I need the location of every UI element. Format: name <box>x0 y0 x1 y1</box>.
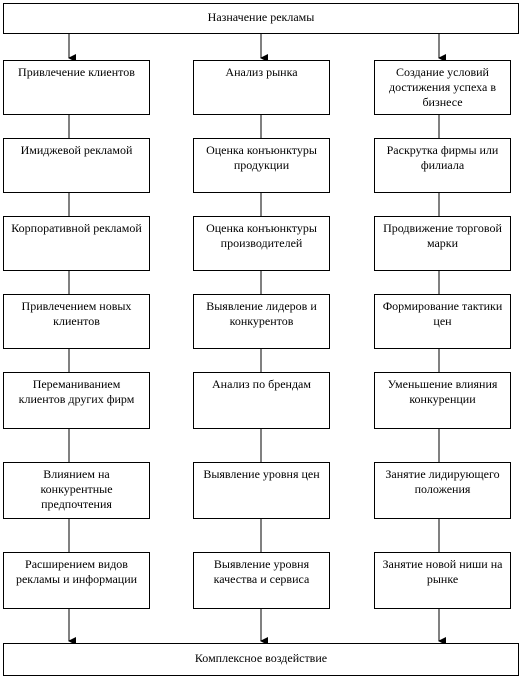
col1-header: Привлечение клиентов <box>3 60 150 115</box>
col2-item-1: Оценка конъюнктуры продукции <box>193 138 330 193</box>
col1-item-3: Привлечением новых клиентов <box>3 294 150 349</box>
col2-header: Анализ рынка <box>193 60 330 115</box>
col3-item-6: Занятие новой ниши на рынке <box>374 552 511 609</box>
bottom-box: Комплексное воздействие <box>3 643 519 676</box>
col3-item-3: Формирование тактики цен <box>374 294 511 349</box>
col3-item-5: Занятие лидирующего положения <box>374 462 511 519</box>
col1-item-1: Имиджевой рекламой <box>3 138 150 193</box>
col1-item-2: Корпоративной рекламой <box>3 216 150 271</box>
col2-item-3: Выявление лидеров и конкурентов <box>193 294 330 349</box>
top-box: Назначение рекламы <box>3 3 519 34</box>
col2-item-6: Выявление уровня качества и сервиса <box>193 552 330 609</box>
col1-item-6: Расширением видов рекламы и информации <box>3 552 150 609</box>
col1-item-5: Влиянием на конкурентные предпочтения <box>3 462 150 519</box>
col3-item-2: Продвижение торговой марки <box>374 216 511 271</box>
col3-item-4: Уменьшение влияния конкуренции <box>374 372 511 429</box>
col2-item-2: Оценка конъюнктуры производителей <box>193 216 330 271</box>
col3-header: Создание условий достижения успеха в бизнесе <box>374 60 511 115</box>
col3-item-1: Раскрутка фирмы или филиала <box>374 138 511 193</box>
col1-item-4: Переманиванием клиентов других фирм <box>3 372 150 429</box>
col2-item-5: Выявление уровня цен <box>193 462 330 519</box>
col2-item-4: Анализ по брендам <box>193 372 330 429</box>
